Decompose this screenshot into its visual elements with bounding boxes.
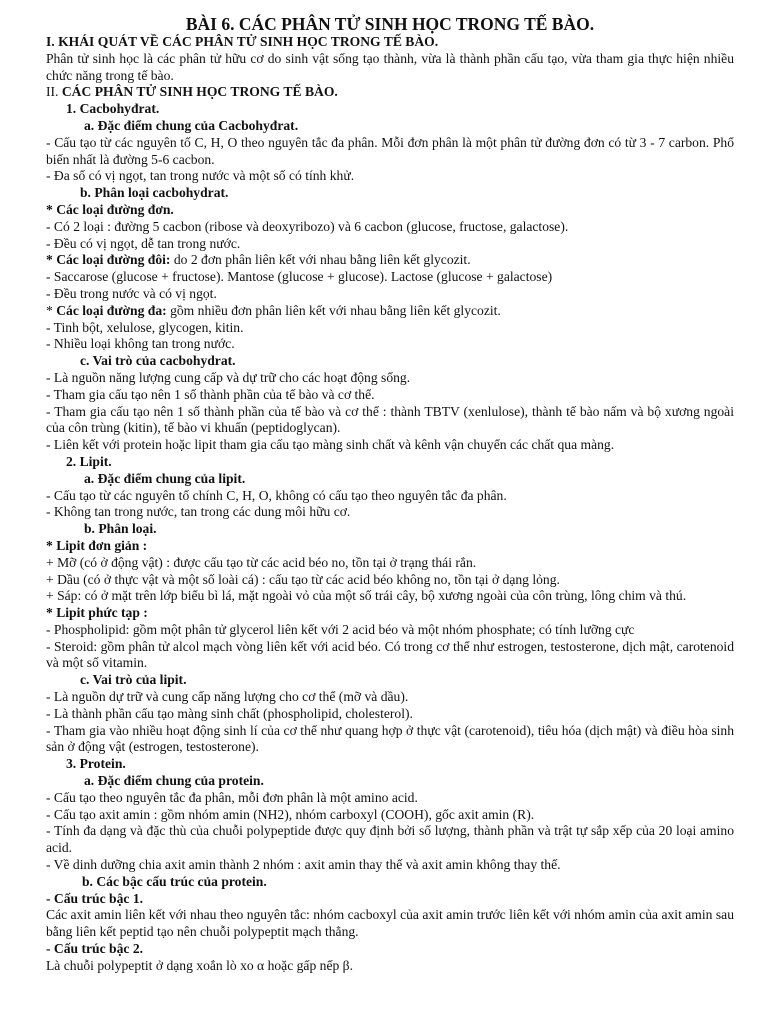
section-2-heading bbox=[46, 84, 734, 101]
complex-lipit-line-2: - Steroid: gồm phân tử alcol mạch vòng liên kết với acid béo. Có trong cơ thể như estrogen, testosterone, dịch mật, carotenoid và một số vitamin. bbox=[46, 638, 734, 671]
di-line bbox=[46, 252, 734, 269]
section-1-heading: I. KHÁI QUÁT VỀ CÁC PHÂN TỬ SINH HỌC TRONG TẾ BÀO. bbox=[46, 34, 439, 49]
di-line-2: - Đều trong nước và có vị ngọt. bbox=[46, 285, 217, 301]
poly-line-2: - Nhiều loại không tan trong nước. bbox=[46, 336, 235, 352]
complex-lipit-line-1: - Phospholipid: gồm một phân tử glycerol liên kết với 2 acid béo và một nhóm phosphate; có tính lưỡng cực bbox=[46, 621, 635, 637]
protein-a-line-4: - Về dinh dưỡng chia axit amin thành 2 nhóm : axit amin thay thế và axit amin không thay thế. bbox=[46, 857, 561, 873]
lipit-a-line-1: - Cấu tạo từ các nguyên tố chính C, H, O, không có cấu tạo theo nguyên tắc đa phân. bbox=[46, 487, 507, 503]
structure-level-2-text: Là chuỗi polypeptit ở dạng xoắn lò xo α hoặc gấp nếp β. bbox=[46, 957, 354, 973]
simple-lipit-label: * Lipit đơn giản : bbox=[46, 537, 148, 553]
lipit-a-heading: a. Đặc điểm chung của lipit. bbox=[84, 470, 246, 486]
di-line-1: - Saccarose (glucose + fructose). Mantose (glucose + glucose). Lactose (glucose + galactose) bbox=[46, 269, 553, 285]
protein-b-heading: b. Các bậc cấu trúc của protein. bbox=[82, 873, 267, 889]
section-2-title: CÁC PHÂN TỬ SINH HỌC TRONG TẾ BÀO. bbox=[58, 84, 338, 100]
section-1-text: Phân tử sinh học là các phân tử hữu cơ do sinh vật sống tạo thành, vừa là thành phần cấu tạo, vừa tham gia thực hiện nhiều chức năng trong tế bào. bbox=[46, 50, 734, 83]
protein-a-heading: a. Đặc điểm chung của protein. bbox=[84, 773, 264, 789]
complex-lipit-label: * Lipit phức tạp : bbox=[46, 605, 148, 621]
poly-text: gồm nhiều đơn phân liên kết với nhau bằng liên kết glycozit. bbox=[166, 302, 501, 318]
carb-c-line-3: - Tham gia cấu tạo nên 1 số thành phần của tế bào và cơ thể : thành TBTV (xenlulose), thành tế bào nấm và bộ xương ngoài của côn trùng (kitin), tế bào vi khuẩn (peptidoglycan). bbox=[46, 403, 734, 436]
poly-star: * bbox=[46, 302, 57, 318]
lipit-c-line-1: - Là nguồn dự trữ và cung cấp năng lượng cho cơ thể (mỡ và dầu). bbox=[46, 689, 409, 705]
structure-level-1-label: - Cấu trúc bậc 1. bbox=[46, 890, 144, 906]
carb-a-line-2: - Đa số có vị ngọt, tan trong nước và một số có tính khử. bbox=[46, 168, 355, 184]
carb-c-line-1: - Là nguồn năng lượng cung cấp và dự trữ cho các hoạt động sống. bbox=[46, 369, 411, 385]
protein-a-line-2: - Cấu tạo axit amin : gồm nhóm amin (NH2), nhóm carboxyl (COOH), gốc axit amin (R). bbox=[46, 806, 535, 822]
poly-line-1: - Tinh bột, xelulose, glycogen, kitin. bbox=[46, 319, 244, 335]
carb-heading: 1. Cacbohyđrat. bbox=[66, 101, 160, 117]
carb-c-line-4: - Liên kết với protein hoặc lipit tham gia cấu tạo màng sinh chất và kênh vận chuyển các chất qua màng. bbox=[46, 437, 615, 453]
lipit-heading: 2. Lipit. bbox=[66, 453, 112, 469]
structure-level-1-text: Các axit amin liên kết với nhau theo nguyên tắc: nhóm cacboxyl của axit amin trước liên kết với nhóm amin của axit amin sau bằng liên kết peptid tạo nên chuỗi polypeptit mạch thẳng. bbox=[46, 907, 734, 940]
simple-lipit-line-3: + Sáp: có ở mặt trên lớp biểu bì lá, mặt ngoài vỏ của một số trái cây, bộ xương ngoài của côn trùng, lông chim và thú. bbox=[46, 588, 687, 604]
lipit-c-line-2: - Là thành phần cấu tạo màng sinh chất (phospholipid, cholesterol). bbox=[46, 705, 413, 721]
mono-line-1: - Có 2 loại : đường 5 cacbon (ribose và deoxyribozo) và 6 cacbon (glucose, fructose, galactose). bbox=[46, 218, 569, 234]
mono-line-2: - Đều có vị ngọt, dễ tan trong nước. bbox=[46, 235, 241, 251]
protein-a-line-1: - Cấu tạo theo nguyên tắc đa phân, mỗi đơn phân là một amino acid. bbox=[46, 789, 418, 805]
simple-lipit-line-2: + Dầu (có ở thực vật và một số loài cá) : cấu tạo từ các acid béo không no, tồn tại ở dạng lỏng. bbox=[46, 571, 560, 587]
simple-lipit-line-1: + Mỡ (có ở động vật) : được cấu tạo từ các acid béo no, tồn tại ở trạng thái rắn. bbox=[46, 554, 477, 570]
structure-level-2-label: - Cấu trúc bậc 2. bbox=[46, 941, 144, 957]
protein-a-line-3: - Tính đa dạng và đặc thù của chuỗi polypeptide được quy định bởi số lượng, thành phần và trật tự sắp xếp của 20 loại amino acid. bbox=[46, 823, 734, 856]
poly-line bbox=[46, 303, 734, 320]
carb-b-heading: b. Phân loại cacbohydrat. bbox=[80, 185, 229, 201]
carb-c-line-2: - Tham gia cấu tạo nên 1 số thành phần của tế bào và cơ thể. bbox=[46, 386, 375, 402]
lipit-c-heading: c. Vai trò của lipit. bbox=[80, 672, 187, 688]
carb-a-heading: a. Đặc điểm chung của Cacbohyđrat. bbox=[84, 117, 299, 133]
section-2-number: II. bbox=[46, 84, 59, 100]
carb-a-line-1: - Cấu tạo từ các nguyên tố C, H, O theo nguyên tắc đa phân. Mỗi đơn phân là một phân tử đường đơn có từ 3 - 7 carbon. Phổ biến nhất là đường 5-6 cacbon. bbox=[46, 134, 734, 167]
lipit-a-line-2: - Không tan trong nước, tan trong các dung môi hữu cơ. bbox=[46, 504, 351, 520]
lipit-c-line-3: - Tham gia vào nhiều hoạt động sinh lí của cơ thể như quang hợp ở thực vật (carotenoid), tiêu hóa (dịch mật) và điều hòa sinh sản ở động vật (estrogen, testosterone). bbox=[46, 722, 734, 755]
di-text: do 2 đơn phân liên kết với nhau bằng liên kết glycozit. bbox=[170, 252, 471, 268]
carb-c-heading: c. Vai trò của cacbohydrat. bbox=[80, 353, 236, 369]
lipit-b-heading: b. Phân loại. bbox=[84, 521, 157, 537]
poly-label: Các loại đường đa: bbox=[56, 302, 167, 318]
mono-label: * Các loại đường đơn. bbox=[46, 201, 174, 217]
di-label: * Các loại đường đôi: bbox=[46, 252, 171, 268]
protein-heading: 3. Protein. bbox=[66, 756, 126, 772]
lesson-title: BÀI 6. CÁC PHÂN TỬ SINH HỌC TRONG TẾ BÀO. bbox=[185, 14, 595, 34]
